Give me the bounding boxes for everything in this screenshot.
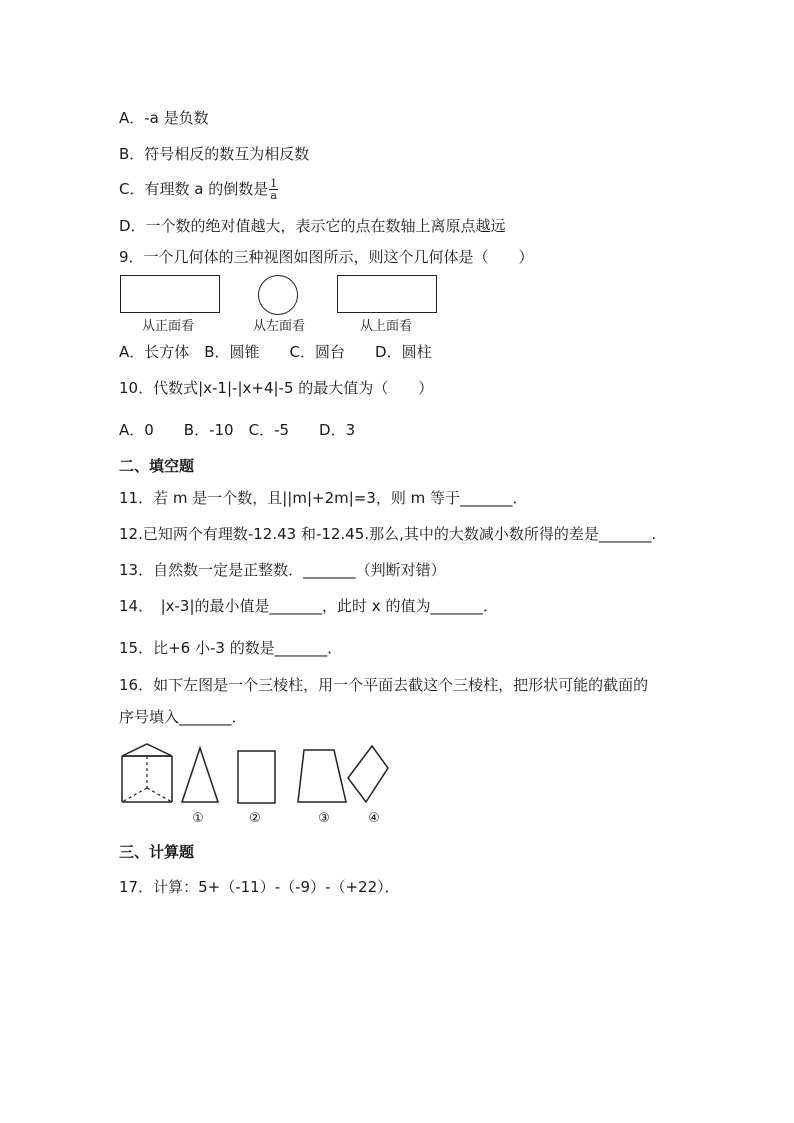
q14: 14． |x-3|的最小值是_______，此时 x 的值为_______．: [119, 597, 498, 615]
section-trapezoid-shape: [296, 748, 348, 804]
q17: 17．计算：5+（-11）-（-9）-（+22）．: [119, 878, 400, 896]
q11: 11．若 m 是一个数，且||m|+2m|=3，则 m 等于_______．: [119, 489, 528, 507]
front-view-rectangle: [120, 275, 220, 313]
q16-line-2: 序号填入_______．: [119, 708, 247, 726]
q9-options: A．长方体 B．圆锥 C．圆台 D．圆柱: [119, 343, 432, 361]
q8-option-d: D．一个数的绝对值越大，表示它的点在数轴上离原点越远: [119, 217, 506, 235]
section-rhombus-shape: [346, 744, 390, 804]
figure-label-4: ④: [368, 811, 380, 826]
q8-option-c: [119, 178, 278, 201]
q8-option-b: B．符号相反的数互为相反数: [119, 145, 310, 163]
q8-option-c-text: C．有理数 a 的倒数是: [119, 180, 269, 198]
caption-top-view: 从上面看: [360, 319, 413, 334]
section-rectangle-shape: [237, 750, 277, 804]
caption-left-view: 从左面看: [253, 319, 306, 334]
figure-label-2: ②: [249, 811, 261, 826]
q13: 13．自然数一定是正整数．_______（判断对错）: [119, 561, 446, 579]
figure-label-1: ①: [192, 811, 204, 826]
top-view-rectangle: [337, 275, 437, 313]
left-view-circle: [258, 275, 298, 315]
fraction-denominator: a: [270, 189, 277, 202]
q10-options: A．0 B．-10 C．-5 D．3: [119, 421, 356, 439]
q15: 15．比+6 小-3 的数是_______．: [119, 639, 343, 657]
figure-label-3: ③: [318, 811, 330, 826]
caption-front-view: 从正面看: [142, 319, 195, 334]
q8-option-a: A．-a 是负数: [119, 109, 209, 127]
section-2-title: 二、填空题: [119, 457, 195, 475]
q12: 12.已知两个有理数-12.43 和-12.45.那么,其中的大数减小数所得的差是_______.: [119, 525, 657, 543]
q9-question: 9．一个几何体的三种视图如图所示，则这个几何体是（ ）: [119, 248, 534, 266]
q16-line-1: 16．如下左图是一个三棱柱，用一个平面去截这个三棱柱，把形状可能的截面的: [119, 676, 649, 694]
q10-question: 10．代数式|x-1|-|x+4|-5 的最大值为（ ）: [119, 379, 434, 397]
section-triangle-shape: [180, 746, 220, 804]
fraction-numerator: 1: [270, 177, 278, 190]
section-3-title: 三、计算题: [119, 843, 195, 861]
fraction-one-over-a: [269, 178, 278, 201]
triangular-prism-figure: [120, 742, 175, 804]
